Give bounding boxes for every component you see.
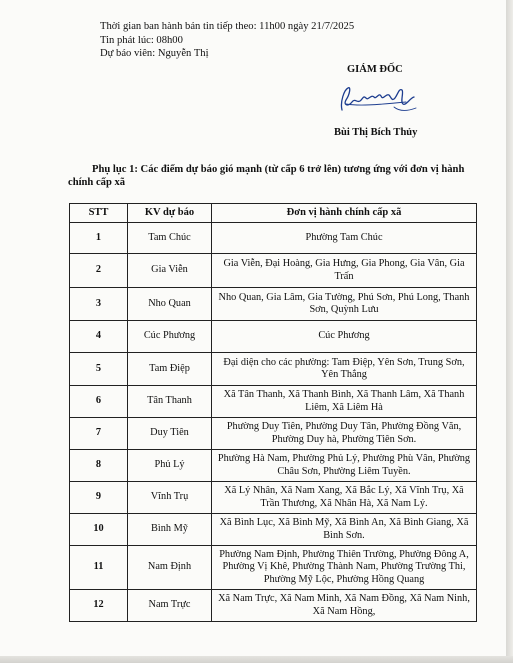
row-stt: 7 — [70, 418, 128, 450]
row-stt: 12 — [70, 590, 128, 622]
row-admin-units: Xã Lý Nhân, Xã Nam Xang, Xã Bắc Lý, Xã Vĩnh Trụ, Xã Trần Thương, Xã Nhân Hà, Xã Nam Lý. — [212, 482, 477, 514]
table-header-row — [70, 204, 477, 223]
bulletin-header — [100, 20, 354, 61]
table-row — [70, 386, 477, 418]
row-stt: 2 — [70, 254, 128, 288]
table-row — [70, 321, 477, 353]
row-forecast-area: Nho Quan — [128, 288, 212, 321]
row-forecast-area: Nam Trực — [128, 590, 212, 622]
next-issue-time: Thời gian ban hành bản tin tiếp theo: 11h00 ngày 21/7/2025 — [100, 21, 355, 32]
header-admin-units: Đơn vị hành chính cấp xã — [212, 204, 477, 223]
row-forecast-area: Nam Định — [128, 546, 212, 590]
appendix-title: Phụ lục 1: Các điểm dự báo gió mạnh (từ cấp 6 trở lên) tương ứng với đơn vị hành chính cấp xã — [68, 164, 465, 188]
row-admin-units: Đại diện cho các phường: Tam Điệp, Yên Sơn, Trung Sơn, Yên Thắng — [212, 353, 477, 386]
row-admin-units: Phường Nam Định, Phường Thiên Trường, Phường Đông A, Phường Vị Khê, Phường Thành Nam, Phường Trường Thi, Phường Mỹ Lộc, Phường Hồng Quang — [212, 546, 477, 590]
table-row — [70, 288, 477, 321]
table-row — [70, 590, 477, 622]
row-stt: 3 — [70, 288, 128, 321]
row-stt: 8 — [70, 450, 128, 482]
table-row — [70, 223, 477, 254]
table-row — [70, 353, 477, 386]
signature-title: GIÁM ĐỐC — [347, 64, 403, 75]
row-forecast-area: Vĩnh Trụ — [128, 482, 212, 514]
row-forecast-area: Tam Chúc — [128, 223, 212, 254]
row-stt: 9 — [70, 482, 128, 514]
row-stt: 6 — [70, 386, 128, 418]
row-admin-units: Gia Viễn, Đại Hoàng, Gia Hưng, Gia Phong, Gia Vân, Gia Trấn — [212, 254, 477, 288]
row-forecast-area: Gia Viễn — [128, 254, 212, 288]
row-admin-units: Xã Nam Trực, Xã Nam Minh, Xã Nam Đồng, Xã Nam Ninh, Xã Nam Hồng, — [212, 590, 477, 622]
table-row — [70, 514, 477, 546]
table-row — [70, 546, 477, 590]
handwritten-signature — [336, 80, 422, 118]
table-row — [70, 418, 477, 450]
header-stt: STT — [70, 204, 128, 223]
row-admin-units: Phường Tam Chúc — [212, 223, 477, 254]
row-stt: 10 — [70, 514, 128, 546]
row-admin-units: Phường Duy Tiên, Phường Duy Tân, Phường Đồng Văn, Phường Duy hà, Phường Tiên Sơn. — [212, 418, 477, 450]
row-forecast-area: Duy Tiên — [128, 418, 212, 450]
row-admin-units: Cúc Phương — [212, 321, 477, 353]
page-bottom-edge — [0, 656, 513, 663]
row-admin-units: Xã Tân Thanh, Xã Thanh Bình, Xã Thanh Lâm, Xã Thanh Liêm, Xã Liêm Hà — [212, 386, 477, 418]
row-stt: 4 — [70, 321, 128, 353]
table-row — [70, 482, 477, 514]
row-forecast-area: Tân Thanh — [128, 386, 212, 418]
row-forecast-area: Tam Điệp — [128, 353, 212, 386]
forecast-points-table — [69, 203, 477, 622]
row-forecast-area: Bình Mỹ — [128, 514, 212, 546]
row-stt: 11 — [70, 546, 128, 590]
row-stt: 1 — [70, 223, 128, 254]
table-row — [70, 450, 477, 482]
row-forecast-area: Phủ Lý — [128, 450, 212, 482]
row-stt: 5 — [70, 353, 128, 386]
table-row — [70, 254, 477, 288]
row-admin-units: Nho Quan, Gia Lâm, Gia Tường, Phú Sơn, Phú Long, Thanh Sơn, Quỳnh Lưu — [212, 288, 477, 321]
row-admin-units: Xã Bình Lục, Xã Bình Mỹ, Xã Bình An, Xã Bình Giang, Xã Bình Sơn. — [212, 514, 477, 546]
header-forecast-area: KV dự báo — [128, 204, 212, 223]
row-forecast-area: Cúc Phương — [128, 321, 212, 353]
forecaster: Dự báo viên: Nguyễn Thị — [100, 48, 209, 59]
row-admin-units: Phường Hà Nam, Phường Phủ Lý, Phường Phù Vân, Phường Châu Sơn, Phường Liêm Tuyền. — [212, 450, 477, 482]
signer-name: Bùi Thị Bích Thủy — [334, 127, 418, 138]
page-edge-shadow — [506, 0, 513, 663]
broadcast-time: Tin phát lúc: 08h00 — [100, 34, 183, 46]
